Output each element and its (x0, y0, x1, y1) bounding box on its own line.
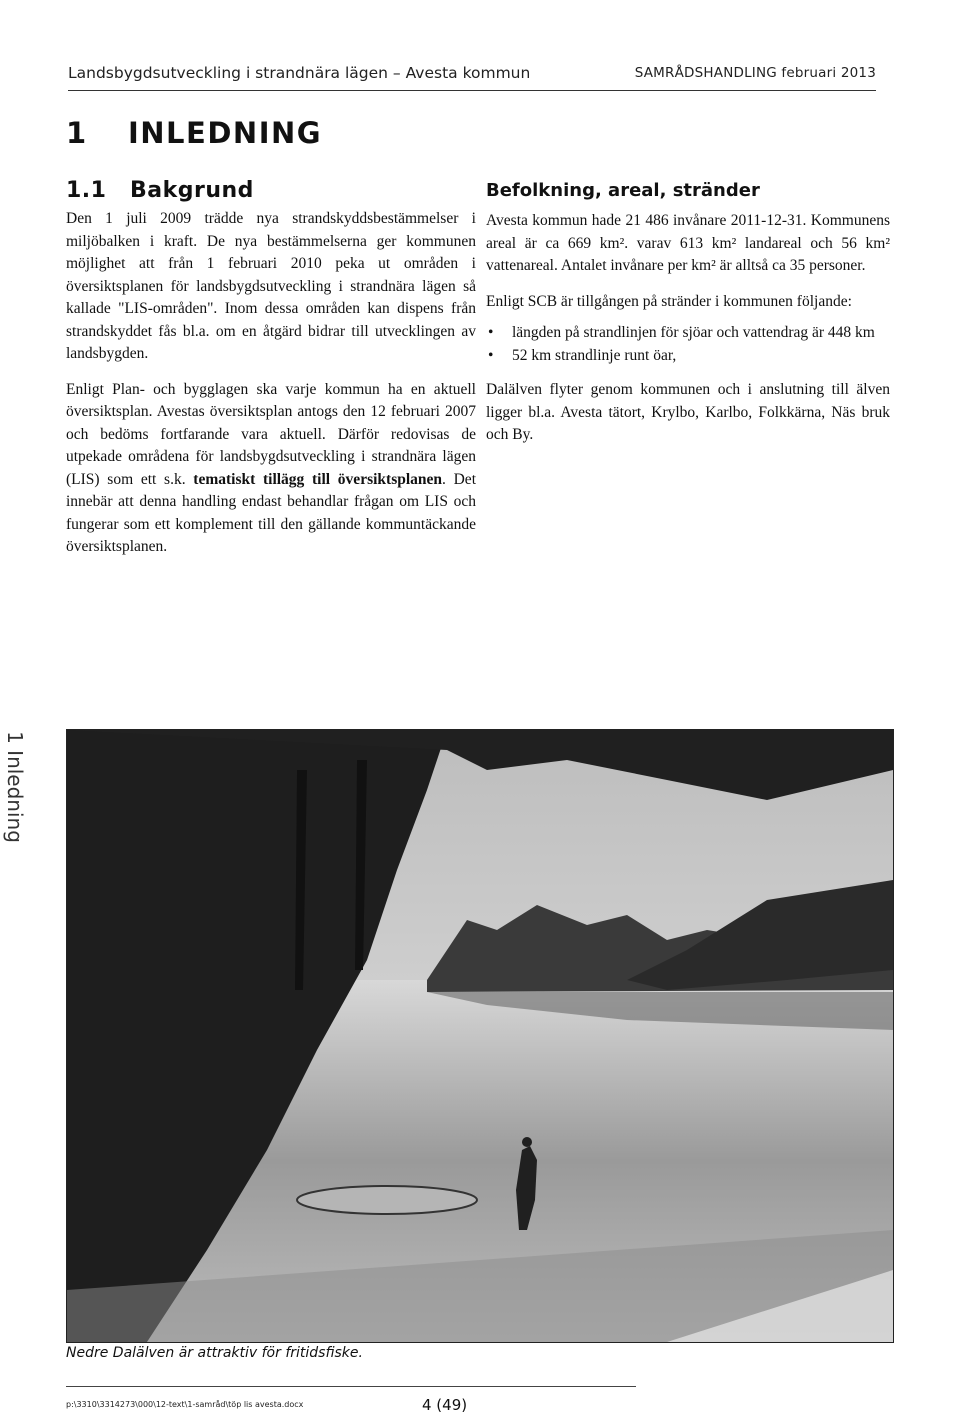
paragraph-plan-text-end: . Det innebär att denna handling endast behandlar frågan om LIS och fungerar som ett komplement till den gällande kommuntäckande översiktsplanen. (66, 470, 476, 555)
shore-list (486, 322, 890, 367)
section-heading (66, 178, 254, 203)
paragraph-population: Avesta kommun hade 21 486 invånare 2011-12-31. Kommunens areal är ca 669 km². varav 613 km² landareal och 56 km² vattenareal. Antalet invånare per km² är alltså ca 35 personer. (486, 212, 890, 274)
photo-caption: Nedre Dalälven är attraktiv för fritidsfiske. (66, 1345, 363, 1361)
side-chapter-label-text: 1 Inledning (3, 731, 27, 843)
page-header (68, 62, 876, 91)
paragraph-background: Den 1 juli 2009 trädde nya strandskyddsbestämmelser i miljöbalken i kraft. De nya bestämmelserna ger kommunen möjlighet att från 1 februari 2010 peka ut områden i översiktsplanen för landsbygdsutveckling i strandnära lägen så kallade "LIS-områden". Inom dessa områden kan dispens från strandskyddet fås bl.a. om en åtgärd bidrar till utvecklingen av landsbygden. (66, 210, 476, 362)
page-number: 4 (49) (422, 1396, 468, 1414)
list-item: • längden på strandlinjen för sjöar och vattendrag är 448 km (486, 322, 890, 345)
paragraph-plan (66, 379, 476, 559)
header-status-date: SAMRÅDSHANDLING februari 2013 (634, 65, 876, 81)
paragraph-shores: Enligt SCB är tillgången på stränder i kommunen följande: (486, 292, 852, 310)
footer-divider (66, 1386, 636, 1387)
chapter-title: INLEDNING (128, 116, 323, 150)
section-title: Bakgrund (130, 178, 254, 203)
paragraph-plan-emphasis: tematiskt tillägg till översiktsplanen (193, 470, 443, 488)
footer-file-path: p:\3310\3314273\000\12-text\1-samråd\töp lis avesta.docx (66, 1400, 304, 1409)
paragraph-plan-text: Enligt Plan- och bygglagen ska varje kommun ha en aktuell översiktsplan. Avestas översiktsplan antogs den 12 februari 2007 och bedöms fortfarande vara aktuell. Därför redovisas de utpekade områdena för landsbygdsutveckling i strandnära lägen (LIS) som ett s.k. (66, 380, 476, 488)
chapter-number: 1 (66, 116, 87, 150)
left-column (66, 208, 476, 572)
side-chapter-label (2, 712, 28, 862)
right-column (486, 210, 890, 460)
paragraph-river: Dalälven flyter genom kommunen och i anslutning till älven ligger bl.a. Avesta tätort, Krylbo, Karlbo, Folkkärna, Näs bruk och By. (486, 381, 890, 443)
section-number: 1.1 (66, 178, 107, 203)
photo-illustration (67, 730, 893, 1342)
header-document-title: Landsbygdsutveckling i strandnära lägen – Avesta kommun (68, 64, 531, 82)
subheading-population: Befolkning, areal, stränder (486, 180, 760, 201)
river-fishing-photo (66, 729, 894, 1343)
list-item: • 52 km strandlinje runt öar, (486, 345, 890, 368)
